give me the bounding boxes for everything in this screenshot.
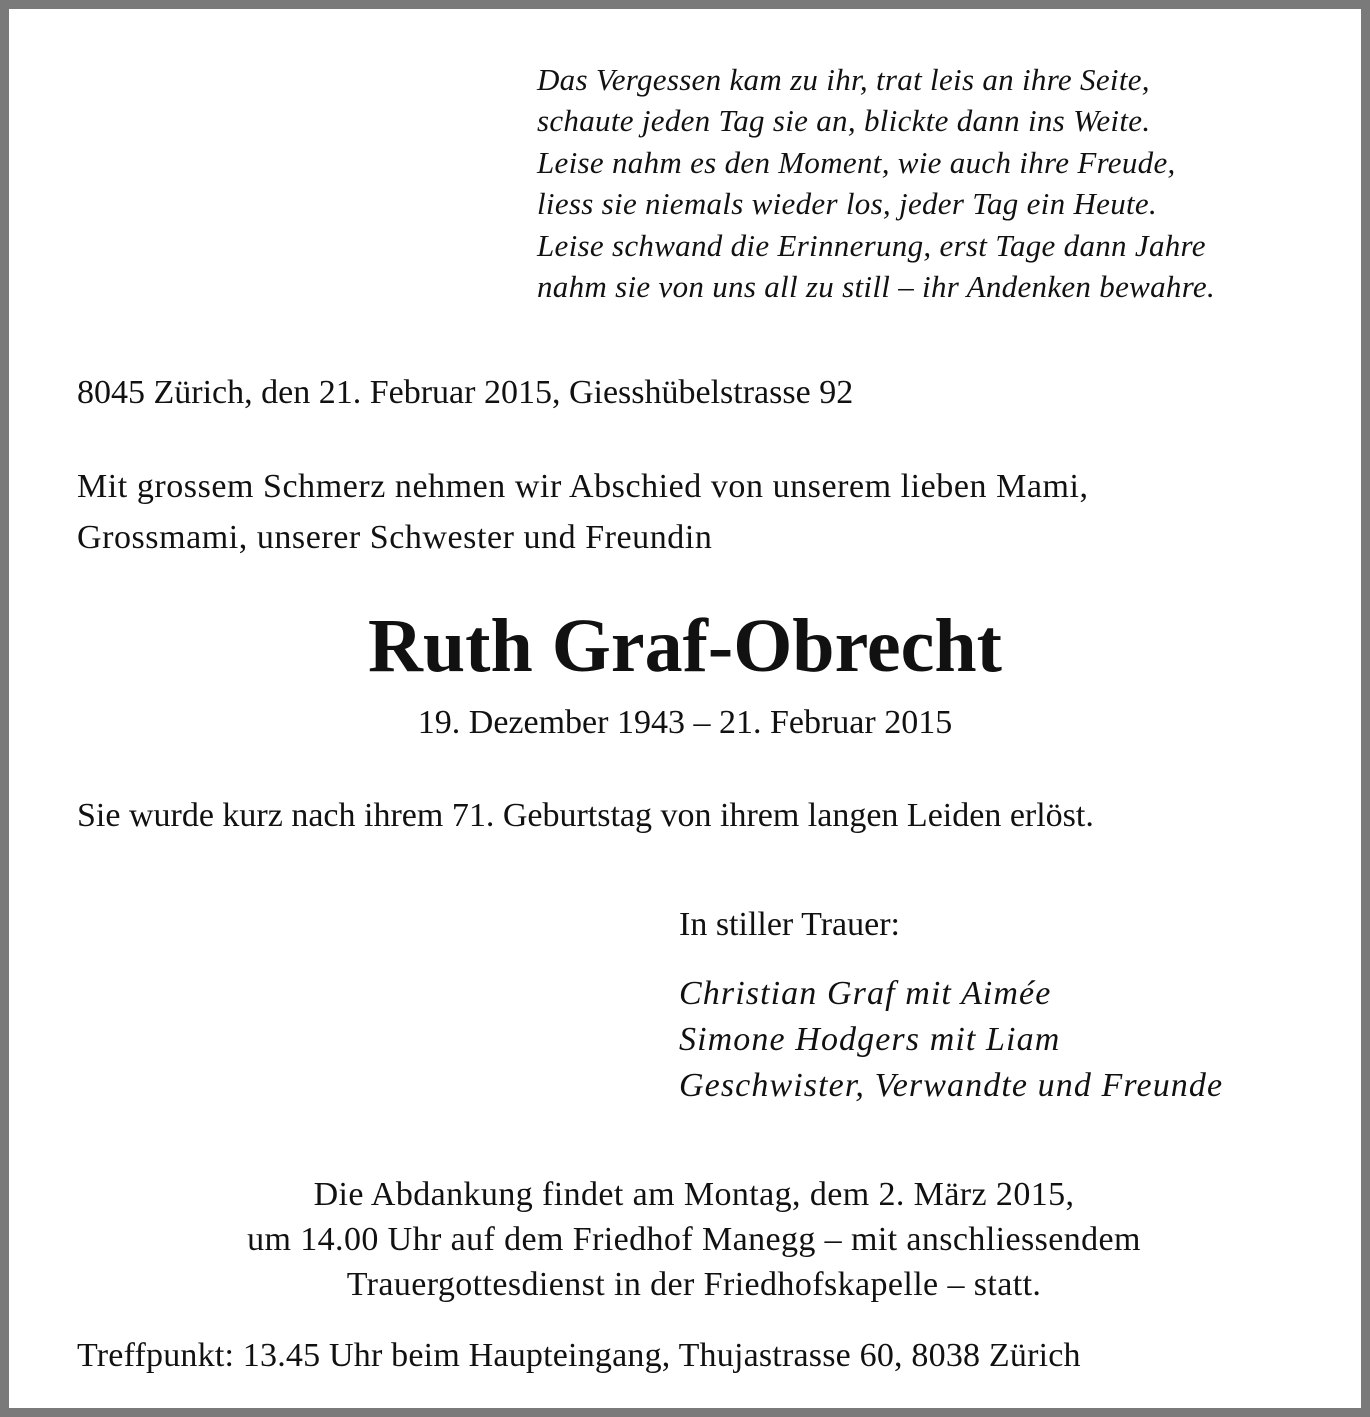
mourning-label: In stiller Trauer: xyxy=(679,906,900,943)
funeral-ceremony-info xyxy=(9,1172,1370,1307)
poem-line: schaute jeden Tag sie an, blickte dann ins Weite. xyxy=(537,103,1151,139)
ceremony-line: um 14.00 Uhr auf dem Friedhof Manegg – mit anschliessendem xyxy=(247,1221,1141,1258)
passing-note: Sie wurde kurz nach ihrem 71. Geburtstag von ihrem langen Leiden erlöst. xyxy=(77,797,1094,834)
mourner-entry: Simone Hodgers mit Liam xyxy=(679,1021,1061,1058)
intro-line: Mit grossem Schmerz nehmen wir Abschied von unserem lieben Mami, xyxy=(77,468,1089,505)
poem-line: Leise schwand die Erinnerung, erst Tage dann Jahre xyxy=(537,227,1206,263)
ceremony-line: Die Abdankung findet am Montag, dem 2. März 2015, xyxy=(313,1176,1075,1213)
deceased-name: Ruth Graf-Obrecht xyxy=(368,604,1002,688)
announcement-intro xyxy=(77,461,1327,563)
poem-line: Leise nahm es den Moment, wie auch ihre Freude, xyxy=(537,144,1176,180)
poem-line: liess sie niemals wieder los, jeder Tag ein Heute. xyxy=(537,186,1158,222)
memorial-poem xyxy=(537,59,1337,307)
life-dates: 19. Dezember 1943 – 21. Februar 2015 xyxy=(417,704,953,741)
poem-line: nahm sie von uns all zu still – ihr Andenken bewahre. xyxy=(537,269,1216,305)
mourner-entry: Geschwister, Verwandte und Freunde xyxy=(679,1067,1224,1104)
ceremony-line: Trauergottesdienst in der Friedhofskapelle – statt. xyxy=(346,1266,1042,1303)
meeting-point: Treffpunkt: 13.45 Uhr beim Haupteingang, Thujastrasse 60, 8038 Zürich xyxy=(77,1337,1081,1374)
mourner-entry: Christian Graf mit Aimée xyxy=(679,975,1052,1012)
intro-line: Grossmami, unserer Schwester und Freundin xyxy=(77,519,713,556)
poem-line: Das Vergessen kam zu ihr, trat leis an ihre Seite, xyxy=(537,62,1150,97)
place-and-date: 8045 Zürich, den 21. Februar 2015, Giesshübelstrasse 92 xyxy=(77,374,854,411)
mourners-list xyxy=(679,971,1223,1109)
